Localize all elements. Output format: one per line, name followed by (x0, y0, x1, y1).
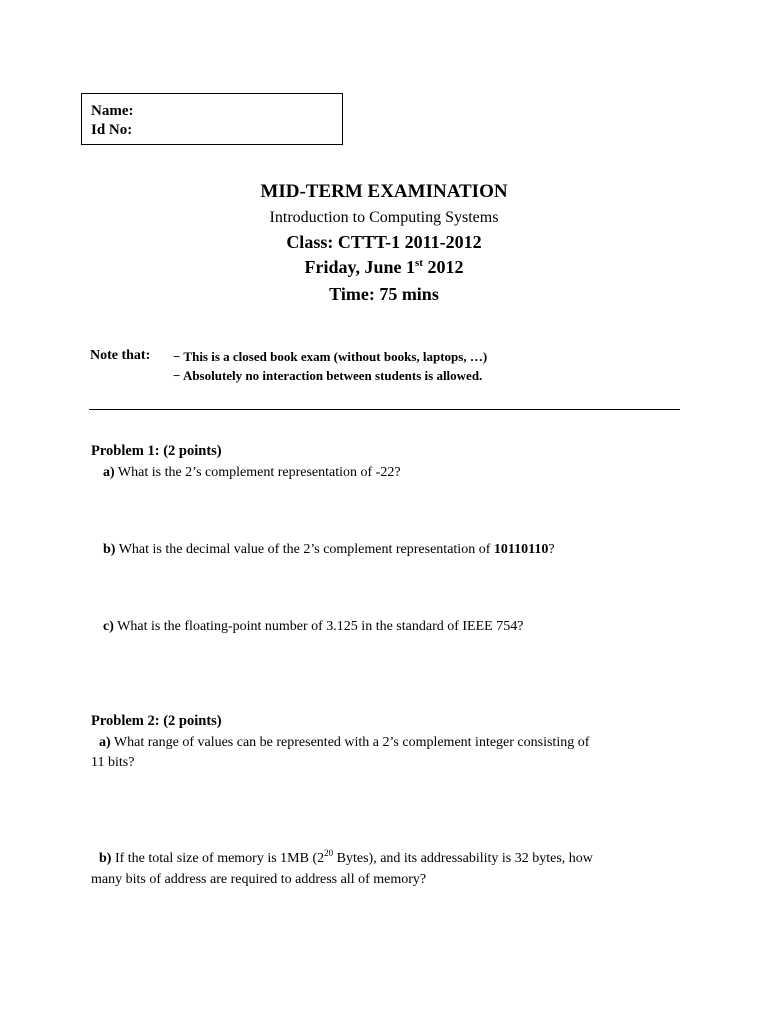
date-suffix: 2012 (422, 257, 464, 277)
problem1-question-b (103, 539, 555, 560)
student-info-box (81, 93, 343, 145)
q-label: a) (103, 465, 115, 480)
q-text: What is the 2’s complement representation of -22? (114, 465, 401, 480)
problem2-question-b (99, 848, 593, 869)
problem1-question-c (103, 616, 523, 637)
q-text: What is the floating-point number of 3.125 in the standard of IEEE 754? (113, 619, 524, 634)
exam-date (0, 257, 768, 278)
q-label: b) (99, 851, 112, 866)
note-item-no-interaction: − Absolutely no interaction between students is allowed. (173, 368, 483, 383)
problem2-title: Problem 2: (2 points) (91, 713, 222, 729)
q-text-post: Bytes), and its addressability is 32 bytes, how (333, 851, 593, 866)
exam-time: Time: 75 mins (329, 284, 439, 304)
problem2-question-b-line2: many bits of address are required to address all of memory? (91, 872, 427, 887)
date-prefix: Friday, June 1 (304, 257, 416, 277)
note-label: Note that: (90, 348, 151, 363)
date-sup: st (415, 257, 423, 269)
exam-title: MID-TERM EXAMINATION (260, 181, 508, 202)
binary-value: 10110110 (493, 542, 549, 557)
q-label: a) (99, 735, 111, 750)
class-line: Class: CTTT-1 2011-2012 (286, 232, 482, 252)
problem1-question-a (103, 462, 401, 483)
name-label: Name: (91, 103, 134, 119)
section-divider (89, 409, 680, 410)
note-item-closed-book: − This is a closed book exam (without books, laptops, …) (173, 349, 488, 364)
q-text: What is the decimal value of the 2’s complement representation of (115, 542, 494, 557)
course-name: Introduction to Computing Systems (269, 209, 499, 226)
q-label: b) (103, 542, 116, 557)
q-text: If the total size of memory is 1MB (2 (111, 851, 325, 866)
problem2-question-a-line2: 11 bits? (91, 755, 135, 770)
id-label: Id No: (91, 122, 133, 138)
q-label: c) (103, 619, 114, 634)
exponent: 20 (324, 848, 334, 858)
problem1-title: Problem 1: (2 points) (91, 443, 222, 459)
problem2-question-a (99, 732, 589, 753)
q-end: ? (548, 542, 555, 557)
q-text: What range of values can be represented with a 2’s complement integer consisting of (110, 735, 590, 750)
